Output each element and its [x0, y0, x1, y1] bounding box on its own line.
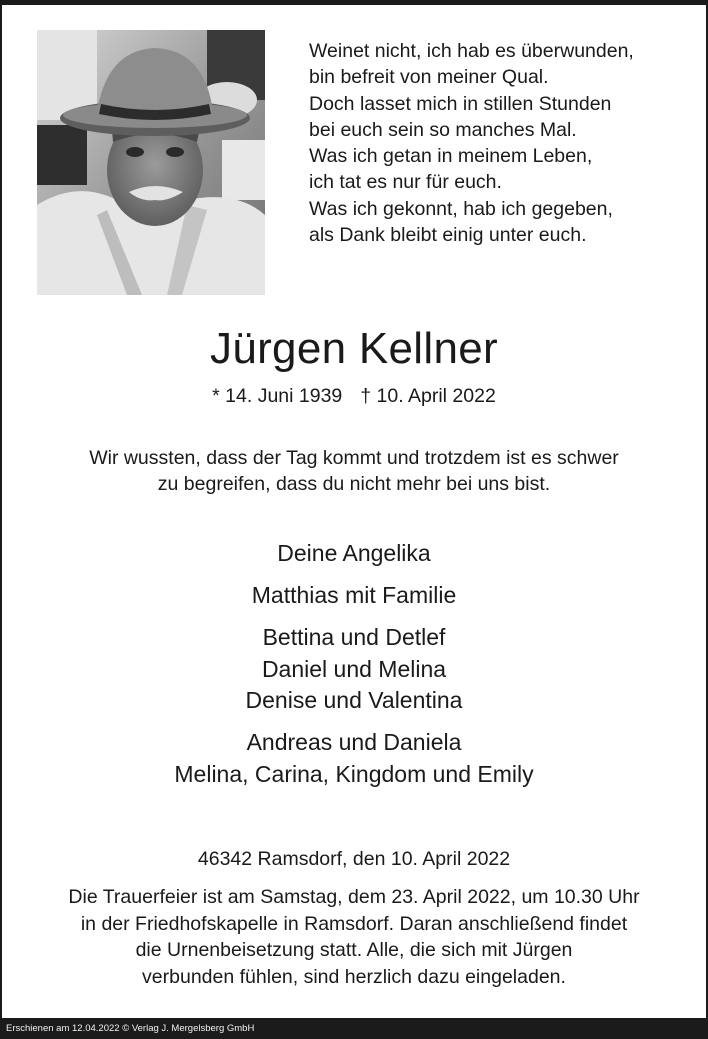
poem-line: Weinet nicht, ich hab es überwunden, [309, 40, 634, 62]
life-dates [0, 383, 708, 409]
poem-line: bin befreit von meiner Qual. [309, 66, 549, 89]
family-member: Deine Angelika [277, 540, 431, 566]
poem-line: bei euch sein so manches Mal. [309, 118, 577, 141]
family-group [0, 727, 708, 790]
family-group [0, 622, 708, 717]
birth-date: * 14. Juni 1939 [212, 385, 343, 407]
family-group [0, 538, 708, 570]
family-group [0, 580, 708, 612]
place-date: 46342 Ramsdorf, den 10. April 2022 [197, 848, 511, 870]
family-member: Bettina und Detlef [262, 624, 446, 650]
portrait-photo [37, 30, 265, 295]
publication-footer: Erschienen am 12.04.2022 © Verlag J. Mergelsberg GmbH [0, 1018, 708, 1039]
poem [309, 38, 699, 248]
poem-line: Was ich getan in meinem Leben, [309, 145, 593, 168]
funeral-notice [0, 884, 708, 990]
family-member: Matthias mit Familie [251, 582, 457, 608]
notice-line: Die Trauerfeier ist am Samstag, dem 23. April 2022, um 10.30 Uhr [68, 886, 640, 908]
poem-line: Was ich gekonnt, hab ich gegeben, [309, 197, 613, 220]
notice-line: verbunden fühlen, sind herzlich dazu eingeladen. [142, 965, 566, 988]
poem-line: ich tat es nur für euch. [309, 171, 502, 194]
deceased-name: Jürgen Kellner [210, 324, 498, 373]
family-member: Denise und Valentina [245, 687, 463, 713]
poem-line: als Dank bleibt einig unter euch. [309, 224, 587, 247]
quote-line: zu begreifen, dass du nicht mehr bei uns bist. [157, 473, 551, 495]
notice-line: die Urnenbeisetzung statt. Alle, die sich mit Jürgen [135, 939, 573, 961]
quote-line: Wir wussten, dass der Tag kommt und trotzdem ist es schwer [89, 447, 619, 469]
notice-line: in der Friedhofskapelle in Ramsdorf. Daran anschließend findet [80, 912, 628, 935]
farewell-quote [0, 445, 708, 497]
death-date: † 10. April 2022 [360, 385, 496, 407]
family-member: Daniel und Melina [261, 655, 447, 682]
family-member: Melina, Carina, Kingdom und Emily [174, 760, 534, 787]
family-member: Andreas und Daniela [246, 729, 462, 755]
poem-line: Doch lasset mich in stillen Stunden [309, 92, 612, 115]
